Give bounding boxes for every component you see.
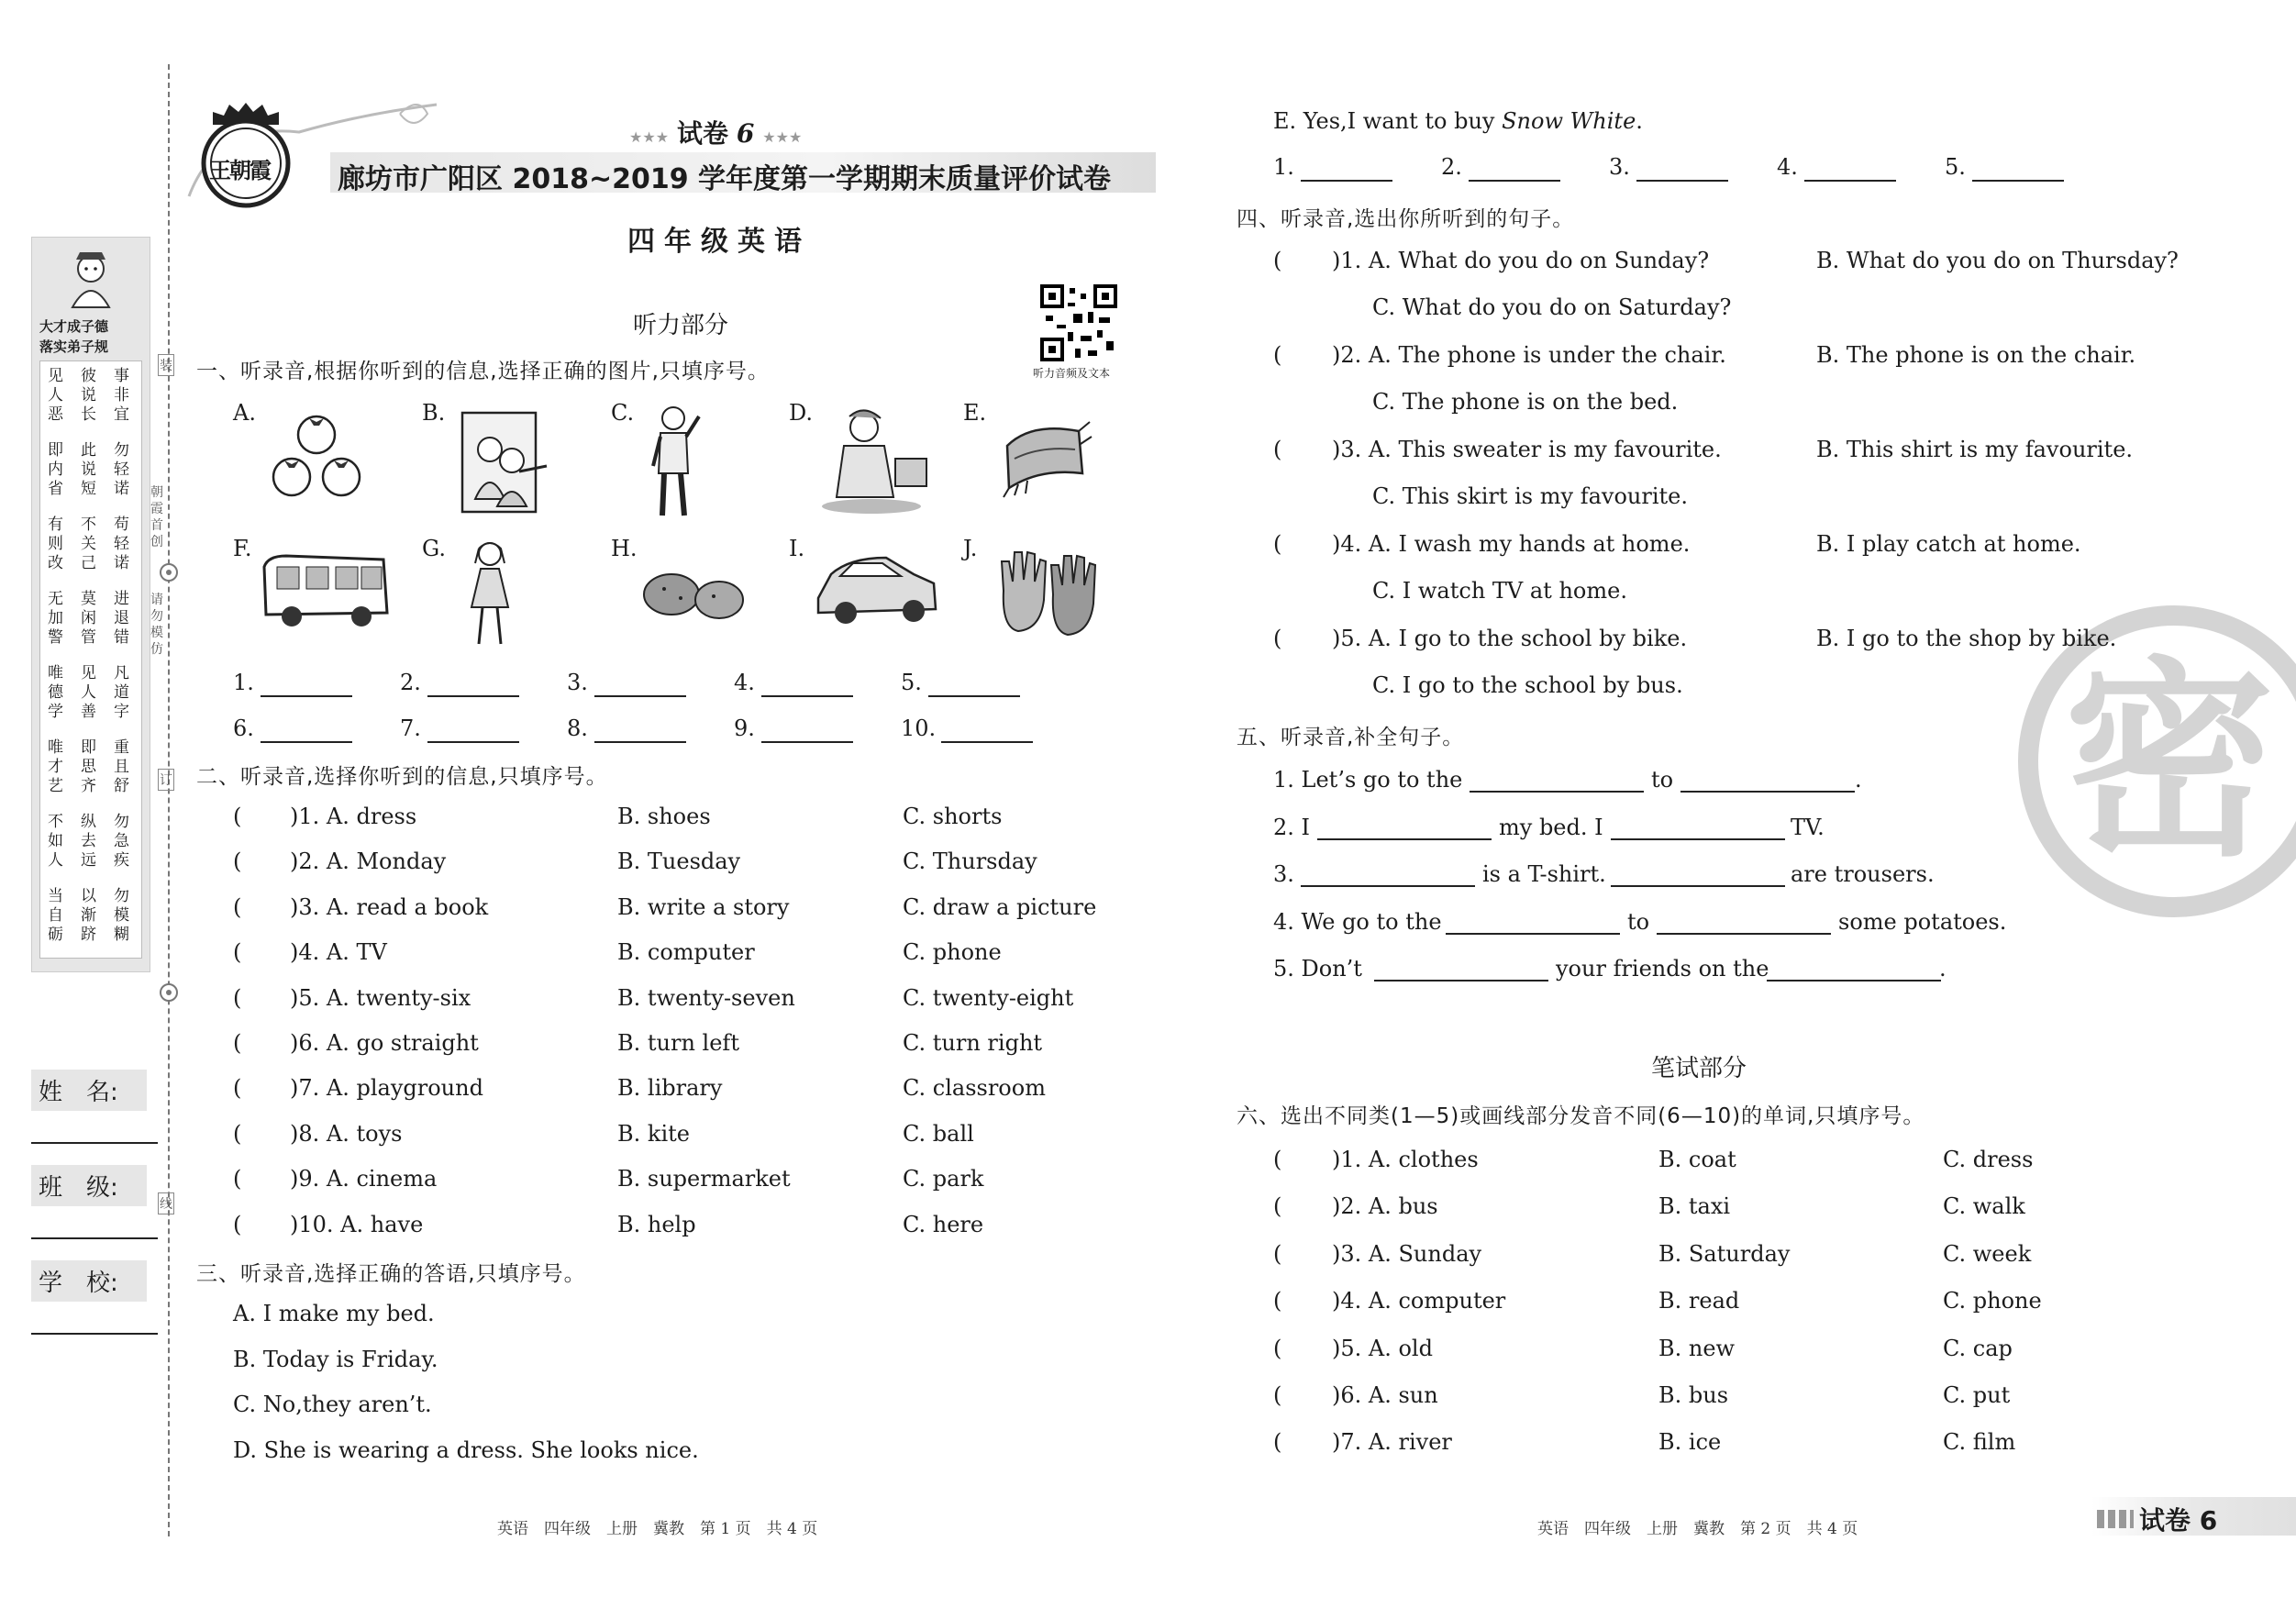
s2-item-option-a: )9. A. cinema bbox=[290, 1166, 438, 1192]
s6-item-option-c: C. dress bbox=[1943, 1147, 2034, 1172]
s6-item-option-a: )5. A. old bbox=[1332, 1335, 1433, 1361]
answer-blank[interactable] bbox=[761, 695, 853, 697]
s5-text: 5. Don’t bbox=[1273, 956, 1362, 982]
binding-label-xian: 线 bbox=[158, 1192, 174, 1214]
binding-hole-2-icon bbox=[158, 981, 180, 1004]
s5-text: to bbox=[1651, 767, 1674, 793]
s6-item-option-c: C. film bbox=[1943, 1429, 2016, 1456]
s6-item-option-b: B. read bbox=[1658, 1288, 1740, 1314]
answer-blank[interactable] bbox=[1972, 180, 2064, 182]
motto-phrase: 见人恶 bbox=[48, 367, 63, 424]
answer-paren[interactable]: ( bbox=[233, 1030, 242, 1056]
s6-item-option-c: C. week bbox=[1943, 1240, 2032, 1267]
s2-item-option-c: C. draw a picture bbox=[903, 893, 1097, 920]
s5-text: your friends on the bbox=[1556, 956, 1769, 982]
fill-in-blank[interactable] bbox=[1470, 791, 1644, 793]
answer-number: 2. bbox=[400, 670, 421, 695]
section3-option: C. No,they aren’t. bbox=[233, 1392, 432, 1418]
answer-paren[interactable]: ( bbox=[1273, 248, 1282, 273]
picture-letter: A. bbox=[233, 400, 256, 426]
s6-item-option-c: C. cap bbox=[1943, 1335, 2013, 1361]
fill-in-blank[interactable] bbox=[1374, 980, 1548, 981]
answer-number: 4. bbox=[734, 670, 755, 695]
s2-item-option-b: B. kite bbox=[617, 1120, 690, 1147]
s6-item-option-a: )3. A. Sunday bbox=[1332, 1240, 1482, 1267]
s2-item-option-a: )10. A. have bbox=[290, 1211, 424, 1237]
answer-blank[interactable] bbox=[941, 741, 1033, 743]
fill-in-blank[interactable] bbox=[1657, 933, 1831, 935]
s6-item-option-a: )7. A. river bbox=[1332, 1429, 1452, 1456]
name-field[interactable] bbox=[31, 1070, 158, 1144]
boy-waving-icon bbox=[638, 402, 712, 521]
motto-phrase: 有则改 bbox=[48, 516, 63, 572]
tomatoes-icon bbox=[266, 407, 367, 505]
qr-caption: 听力音频及文本 bbox=[1033, 367, 1111, 380]
fill-in-blank[interactable] bbox=[1767, 980, 1941, 981]
s5-text: 4. We go to the bbox=[1273, 908, 1442, 935]
s4-option-b: B. I play catch at home. bbox=[1816, 531, 2081, 557]
answer-number: 6. bbox=[233, 715, 254, 741]
s6-item-option-a: )2. A. bus bbox=[1332, 1193, 1438, 1220]
answer-paren[interactable]: ( bbox=[233, 984, 242, 1011]
paper-tag bbox=[2091, 1497, 2296, 1536]
s4-option-b: B. The phone is on the chair. bbox=[1816, 342, 2136, 368]
s6-item-option-c: C. walk bbox=[1943, 1193, 2025, 1220]
motto-phrase: 不如人 bbox=[48, 813, 63, 870]
s4-option-a: )1. A. What do you do on Sunday? bbox=[1332, 248, 1710, 273]
motto-phrase: 唯才艺 bbox=[48, 738, 63, 795]
s6-item-option-b: B. Saturday bbox=[1658, 1240, 1791, 1267]
name-line[interactable] bbox=[31, 1142, 158, 1144]
s4-option-c: C. I go to the school by bus. bbox=[1372, 672, 1683, 698]
motto-phrase: 不关己 bbox=[81, 516, 96, 572]
s2-item-option-b: B. library bbox=[617, 1075, 723, 1102]
picture-letter: I. bbox=[789, 536, 805, 561]
answer-blank[interactable] bbox=[427, 741, 519, 743]
stars-right: ★★★ bbox=[762, 128, 803, 146]
answer-paren[interactable]: ( bbox=[1273, 1288, 1282, 1314]
fill-in-blank[interactable] bbox=[1301, 885, 1475, 887]
motto-phrase: 即思齐 bbox=[81, 738, 96, 795]
s2-item-option-a: )7. A. playground bbox=[290, 1075, 483, 1102]
answer-paren[interactable]: ( bbox=[233, 1120, 242, 1147]
paper-number-badge bbox=[629, 114, 802, 150]
s2-item-option-c: C. classroom bbox=[903, 1075, 1046, 1102]
binding-label-ding: 订 bbox=[158, 769, 174, 791]
s2-item-option-b: B. shoes bbox=[617, 804, 711, 829]
answer-paren[interactable]: ( bbox=[1273, 1429, 1282, 1456]
answer-blank[interactable] bbox=[1636, 180, 1728, 182]
brand-logo-text: 王朝霞 bbox=[209, 158, 270, 183]
exam-title: 廊坊市广阳区 2018~2019 学年度第一学期期末质量评价试卷 bbox=[338, 163, 1112, 195]
picture-letter: B. bbox=[422, 400, 446, 426]
answer-blank[interactable] bbox=[261, 695, 352, 697]
s2-item-option-a: )8. A. toys bbox=[290, 1120, 403, 1147]
motto-phrase: 勿轻诺 bbox=[114, 441, 129, 498]
binding-dashed-line bbox=[168, 64, 170, 1536]
fill-in-blank[interactable] bbox=[1680, 791, 1855, 793]
s2-item-option-c: C. ball bbox=[903, 1120, 974, 1147]
name-label: 姓 名: bbox=[31, 1070, 147, 1111]
motto-phrase: 纵去远 bbox=[81, 813, 96, 870]
s6-item-option-c: C. phone bbox=[1943, 1288, 2042, 1314]
section2-heading: 二、听录音,选择你听到的信息,只填序号。 bbox=[196, 765, 608, 789]
girl-icon bbox=[459, 539, 523, 649]
section6-heading: 六、选出不同类(1—5)或画线部分发音不同(6—10)的单词,只填序号。 bbox=[1237, 1104, 1925, 1128]
s2-item-option-a: )3. A. read a book bbox=[290, 893, 489, 920]
book-title: Snow White bbox=[1502, 108, 1636, 134]
motto-phrase: 唯德学 bbox=[48, 664, 63, 721]
section3-option-e: E. Yes,I want to buy Snow White. bbox=[1273, 108, 1643, 134]
picture-letter: H. bbox=[611, 536, 638, 561]
s4-option-b: B. I go to the shop by bike. bbox=[1816, 626, 2117, 651]
fill-in-blank[interactable] bbox=[1317, 838, 1492, 840]
motto-phrase: 凡道字 bbox=[114, 664, 129, 721]
motto-phrase: 勿急疾 bbox=[114, 813, 129, 870]
s5-text: some potatoes. bbox=[1838, 908, 2007, 935]
motto-phrase: 以渐跻 bbox=[81, 887, 96, 944]
s4-option-a: )5. A. I go to the school by bike. bbox=[1332, 626, 1688, 651]
s6-item-option-a: )1. A. clothes bbox=[1332, 1147, 1479, 1172]
picture-letter: G. bbox=[422, 536, 446, 561]
paper-label: 试卷 bbox=[676, 118, 728, 149]
s5-text: are trousers. bbox=[1791, 861, 1935, 888]
answer-number: 1. bbox=[1273, 154, 1294, 180]
answer-paren[interactable]: ( bbox=[233, 893, 242, 920]
motto-phrase: 重且舒 bbox=[114, 738, 129, 795]
school-field[interactable] bbox=[31, 1260, 158, 1335]
s2-item-option-b: B. Tuesday bbox=[617, 848, 741, 875]
s4-option-b: B. This shirt is my favourite. bbox=[1816, 437, 2134, 462]
listening-part-title: 听力部分 bbox=[633, 312, 729, 339]
picture-letter: E. bbox=[963, 400, 987, 426]
motto-phrase: 彼说长 bbox=[81, 367, 96, 424]
answer-blank[interactable] bbox=[1301, 180, 1392, 182]
class-field[interactable] bbox=[31, 1165, 158, 1239]
school-label: 学 校: bbox=[31, 1260, 147, 1302]
class-label: 班 级: bbox=[31, 1165, 147, 1206]
answer-number: 3. bbox=[567, 670, 588, 695]
s4-option-c: C. What do you do on Saturday? bbox=[1372, 294, 1732, 320]
s6-item-option-a: )4. A. computer bbox=[1332, 1288, 1506, 1314]
s6-item-option-b: B. ice bbox=[1658, 1429, 1722, 1456]
section3-option: B. Today is Friday. bbox=[233, 1346, 438, 1372]
s4-option-c: C. This skirt is my favourite. bbox=[1372, 483, 1688, 509]
s2-item-option-a: )5. A. twenty-six bbox=[290, 984, 471, 1011]
car-icon bbox=[813, 547, 941, 631]
answer-blank[interactable] bbox=[1469, 180, 1560, 182]
footer-left: 英语 四年级 上册 冀教 第 1 页 共 4 页 bbox=[497, 1520, 818, 1538]
answer-blank[interactable] bbox=[761, 741, 853, 743]
s5-text: to bbox=[1627, 908, 1650, 935]
s4-option-c: C. I watch TV at home. bbox=[1372, 578, 1627, 604]
answer-number: 2. bbox=[1441, 154, 1462, 180]
motto-phrase: 无加警 bbox=[48, 590, 63, 647]
answer-paren[interactable]: ( bbox=[1273, 1382, 1282, 1408]
motto-phrase: 事非宜 bbox=[114, 367, 129, 424]
answer-blank[interactable] bbox=[594, 741, 686, 743]
s4-option-c: C. The phone is on the bed. bbox=[1372, 389, 1679, 415]
answer-number: 5. bbox=[901, 670, 922, 695]
confidential-stamp bbox=[2018, 605, 2296, 917]
s2-item-option-b: B. twenty-seven bbox=[617, 984, 795, 1011]
stars-left: ★★★ bbox=[629, 128, 670, 146]
answer-paren[interactable]: ( bbox=[233, 1075, 242, 1102]
section1-heading: 一、听录音,根据你听到的信息,选择正确的图片,只填序号。 bbox=[196, 360, 770, 383]
motto-phrase: 见人善 bbox=[81, 664, 96, 721]
s5-text: is a T-shirt. bbox=[1482, 861, 1606, 888]
motto-phrase: 即内省 bbox=[48, 441, 63, 498]
s2-item-option-b: B. turn left bbox=[617, 1030, 739, 1056]
s2-item-option-a: )4. A. TV bbox=[290, 939, 387, 966]
s6-item-option-b: B. taxi bbox=[1658, 1193, 1731, 1220]
answer-paren[interactable]: ( bbox=[1273, 1240, 1282, 1267]
fill-in-blank[interactable] bbox=[1611, 838, 1785, 840]
s2-item-option-c: C. twenty-eight bbox=[903, 984, 1074, 1011]
answer-paren[interactable]: ( bbox=[233, 1166, 242, 1192]
answer-number: 8. bbox=[567, 715, 588, 741]
answer-paren[interactable]: ( bbox=[1273, 342, 1282, 368]
s2-item-option-b: B. computer bbox=[617, 939, 755, 966]
answer-number: 4. bbox=[1777, 154, 1798, 180]
answer-blank[interactable] bbox=[1804, 180, 1896, 182]
s4-option-a: )2. A. The phone is under the chair. bbox=[1332, 342, 1726, 368]
section4-heading: 四、听录音,选出你所听到的句子。 bbox=[1237, 207, 1575, 231]
s2-item-option-a: )6. A. go straight bbox=[290, 1030, 479, 1056]
picture-letter: F. bbox=[233, 536, 252, 561]
s2-item-option-c: C. shorts bbox=[903, 804, 1003, 829]
woman-cooking-icon bbox=[816, 404, 936, 517]
binding-label-zhuang: 装 bbox=[158, 354, 174, 376]
gloves-icon bbox=[993, 545, 1106, 640]
section3-option: D. She is wearing a dress. She looks nice. bbox=[233, 1436, 699, 1463]
footer-right: 英语 四年级 上册 冀教 第 2 页 共 4 页 bbox=[1537, 1520, 1858, 1538]
class-line[interactable] bbox=[31, 1237, 158, 1239]
s5-text: . bbox=[1855, 767, 1862, 793]
s2-item-option-c: C. turn right bbox=[903, 1030, 1043, 1056]
s2-item-option-c: C. here bbox=[903, 1211, 984, 1237]
s6-item-option-b: B. new bbox=[1658, 1335, 1736, 1361]
motto-phrase: 当自砺 bbox=[48, 887, 63, 944]
s6-item-option-c: C. put bbox=[1943, 1382, 2011, 1408]
paper-tag-squares bbox=[2097, 1510, 2134, 1528]
section5-heading: 五、听录音,补全句子。 bbox=[1237, 726, 1465, 749]
motto-text-box bbox=[39, 360, 142, 959]
answer-blank[interactable] bbox=[427, 695, 519, 697]
potatoes-icon bbox=[640, 569, 747, 624]
answer-paren[interactable]: ( bbox=[233, 804, 242, 829]
answer-blank[interactable] bbox=[928, 695, 1020, 697]
answer-number: 9. bbox=[734, 715, 755, 741]
picture-letter: C. bbox=[611, 400, 635, 426]
answer-blank[interactable] bbox=[261, 741, 352, 743]
binding-hole-1-icon bbox=[158, 561, 180, 583]
answer-number: 1. bbox=[233, 670, 254, 695]
motto-phrase: 苟轻诺 bbox=[114, 516, 129, 572]
margin-note-copy: 请勿模仿 bbox=[150, 593, 163, 657]
answer-number: 10. bbox=[901, 715, 937, 741]
answer-paren[interactable]: ( bbox=[1273, 626, 1282, 651]
s5-text: 1. Let’s go to the bbox=[1273, 767, 1463, 793]
qr-code-icon bbox=[1040, 284, 1117, 361]
bus-icon bbox=[259, 550, 393, 631]
scholar-figure-icon bbox=[60, 247, 122, 311]
answer-number: 7. bbox=[400, 715, 421, 741]
motto-line-2: 落实弟子规 bbox=[39, 338, 109, 355]
s2-item-option-a: )2. A. Monday bbox=[290, 848, 447, 875]
s4-option-b: B. What do you do on Thursday? bbox=[1816, 248, 2179, 273]
s2-item-option-c: C. park bbox=[903, 1166, 984, 1192]
s5-text: my bed. I bbox=[1499, 814, 1603, 840]
picture-letter: J. bbox=[963, 536, 978, 561]
section3-heading: 三、听录音,选择正确的答语,只填序号。 bbox=[196, 1262, 586, 1286]
paper-number: 6 bbox=[736, 118, 755, 149]
margin-note-seal: 朝霞首创 bbox=[150, 485, 163, 549]
answer-paren[interactable]: ( bbox=[1273, 437, 1282, 462]
motto-phrase: 进退错 bbox=[114, 590, 129, 647]
answer-paren[interactable]: ( bbox=[233, 848, 242, 875]
answer-paren[interactable]: ( bbox=[1273, 531, 1282, 557]
answer-paren[interactable]: ( bbox=[233, 1211, 242, 1237]
s6-item-option-a: )6. A. sun bbox=[1332, 1382, 1438, 1408]
written-part-title: 笔试部分 bbox=[1651, 1055, 1747, 1082]
s2-item-option-b: B. supermarket bbox=[617, 1166, 791, 1192]
confidential-stamp-glyph: 密 bbox=[2064, 640, 2276, 885]
children-window-icon bbox=[455, 407, 556, 517]
s4-option-a: )3. A. This sweater is my favourite. bbox=[1332, 437, 1722, 462]
fill-in-blank[interactable] bbox=[1611, 885, 1785, 887]
motto-phrase: 莫闲管 bbox=[81, 590, 96, 647]
answer-number: 3. bbox=[1609, 154, 1630, 180]
school-line[interactable] bbox=[31, 1333, 158, 1335]
s4-option-a: )4. A. I wash my hands at home. bbox=[1332, 531, 1691, 557]
section3-option: A. I make my bed. bbox=[233, 1301, 435, 1326]
answer-number: 5. bbox=[1945, 154, 1966, 180]
s2-item-option-b: B. help bbox=[617, 1211, 696, 1237]
s5-text: 2. I bbox=[1273, 814, 1311, 840]
s2-item-option-c: C. Thursday bbox=[903, 848, 1037, 875]
answer-paren[interactable]: ( bbox=[1273, 1147, 1282, 1172]
subject-title: 四年级英语 bbox=[627, 226, 811, 258]
s6-item-option-b: B. coat bbox=[1658, 1147, 1736, 1172]
s2-item-option-b: B. write a story bbox=[617, 893, 790, 920]
s5-text: TV. bbox=[1791, 814, 1825, 840]
motto-panel bbox=[31, 237, 150, 972]
s5-text: . bbox=[1939, 956, 1947, 982]
s5-text: 3. bbox=[1273, 861, 1294, 888]
s6-item-option-b: B. bus bbox=[1658, 1382, 1729, 1408]
motto-line-1: 大才成子德 bbox=[39, 318, 109, 335]
answer-paren[interactable]: ( bbox=[233, 939, 242, 966]
s2-item-option-a: )1. A. dress bbox=[290, 804, 417, 829]
paper-tag-text: 试卷 6 bbox=[2139, 1505, 2218, 1536]
answer-paren[interactable]: ( bbox=[1273, 1335, 1282, 1361]
picture-letter: D. bbox=[789, 400, 814, 426]
motto-phrase: 此说短 bbox=[81, 441, 96, 498]
s2-item-option-c: C. phone bbox=[903, 939, 1002, 966]
fill-in-blank[interactable] bbox=[1446, 933, 1620, 935]
answer-blank[interactable] bbox=[594, 695, 686, 697]
answer-paren[interactable]: ( bbox=[1273, 1193, 1282, 1220]
motto-phrase: 勿模糊 bbox=[114, 887, 129, 944]
scarf-icon bbox=[994, 413, 1095, 501]
